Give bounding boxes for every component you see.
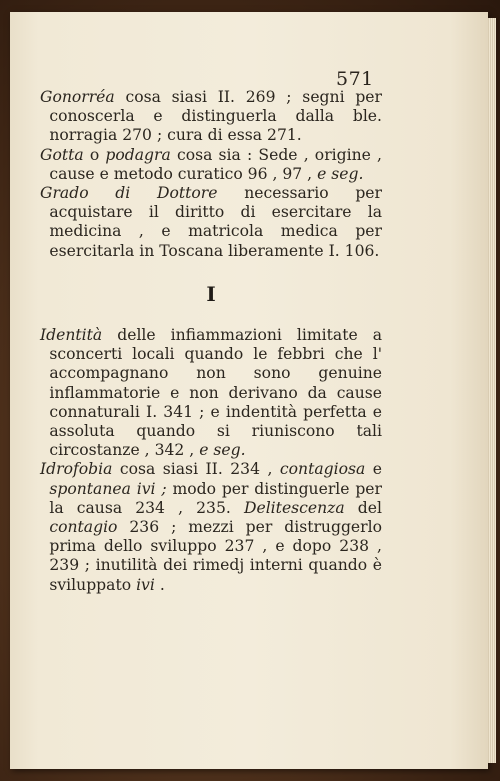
- entry-italic: ivi: [136, 575, 155, 594]
- entry-text: modo per distinguerle per la causa 234 , 235.: [49, 479, 382, 517]
- entry-head: Gonorréa: [40, 88, 115, 106]
- entry-text: cosa siasi II. 269 ; segni per conoscerla e distinguerla dalla ble. norragia 270 ; cura di essa 271.: [49, 88, 382, 145]
- section-letter: I: [206, 281, 216, 306]
- entry-italic: contagio: [49, 518, 118, 537]
- entry-text: o: [83, 145, 106, 164]
- entry-italic: Delitescenza: [243, 498, 345, 517]
- page-number: 571: [336, 68, 374, 90]
- index-entry-grado: [40, 184, 382, 261]
- entry-tail: e seg.: [199, 441, 246, 460]
- index-entry-idrofobia: [40, 460, 382, 594]
- entry-text: del: [344, 498, 383, 517]
- index-entry-gotta: [40, 146, 382, 184]
- index-entries-g: [40, 88, 382, 595]
- entry-tail: e seg.: [317, 164, 364, 183]
- entry-italic: contagiosa: [279, 460, 366, 479]
- index-entry-gonorrea: [40, 88, 382, 146]
- entry-head: Identità: [40, 326, 103, 345]
- entry-italic: spontanea ivi ;: [49, 479, 167, 498]
- entry-text: cosa sia : Sede , origine , cause e metodo curatico 96 , 97 ,: [49, 145, 382, 183]
- entry-head-alt: podagra: [105, 145, 171, 164]
- entry-text: delle infiammazioni limitate a sconcerti locali quando le febbri che l' accompagnano non sono genuine inflammatorie e non derivano da cause connaturali I. 341 ; e indentità perfetta e assoluta quando si riuniscono tali circostanze , 342 ,: [49, 326, 382, 460]
- entry-text: necessario per acquistare il diritto di esercitare la medicina , e matricola medica per esercitarla in Toscana liberamente I. 106.: [49, 184, 382, 260]
- book-page: [10, 12, 488, 769]
- entry-text: .: [154, 575, 165, 594]
- entry-text: cosa siasi II. 234 ,: [112, 460, 280, 479]
- entry-head: Grado di Dottore: [40, 184, 218, 203]
- entry-head: Idrofobia: [40, 460, 113, 479]
- index-entry-identita: [40, 326, 382, 460]
- page-edge: [488, 18, 496, 763]
- entry-text: 236 ; mezzi per distruggerlo prima dello sviluppo 237 , e dopo 238 , 239 ; inutilità dei rimedj interni quando è sviluppato: [49, 518, 382, 594]
- entry-text: e: [365, 460, 383, 479]
- entry-head: Gotta: [40, 145, 84, 164]
